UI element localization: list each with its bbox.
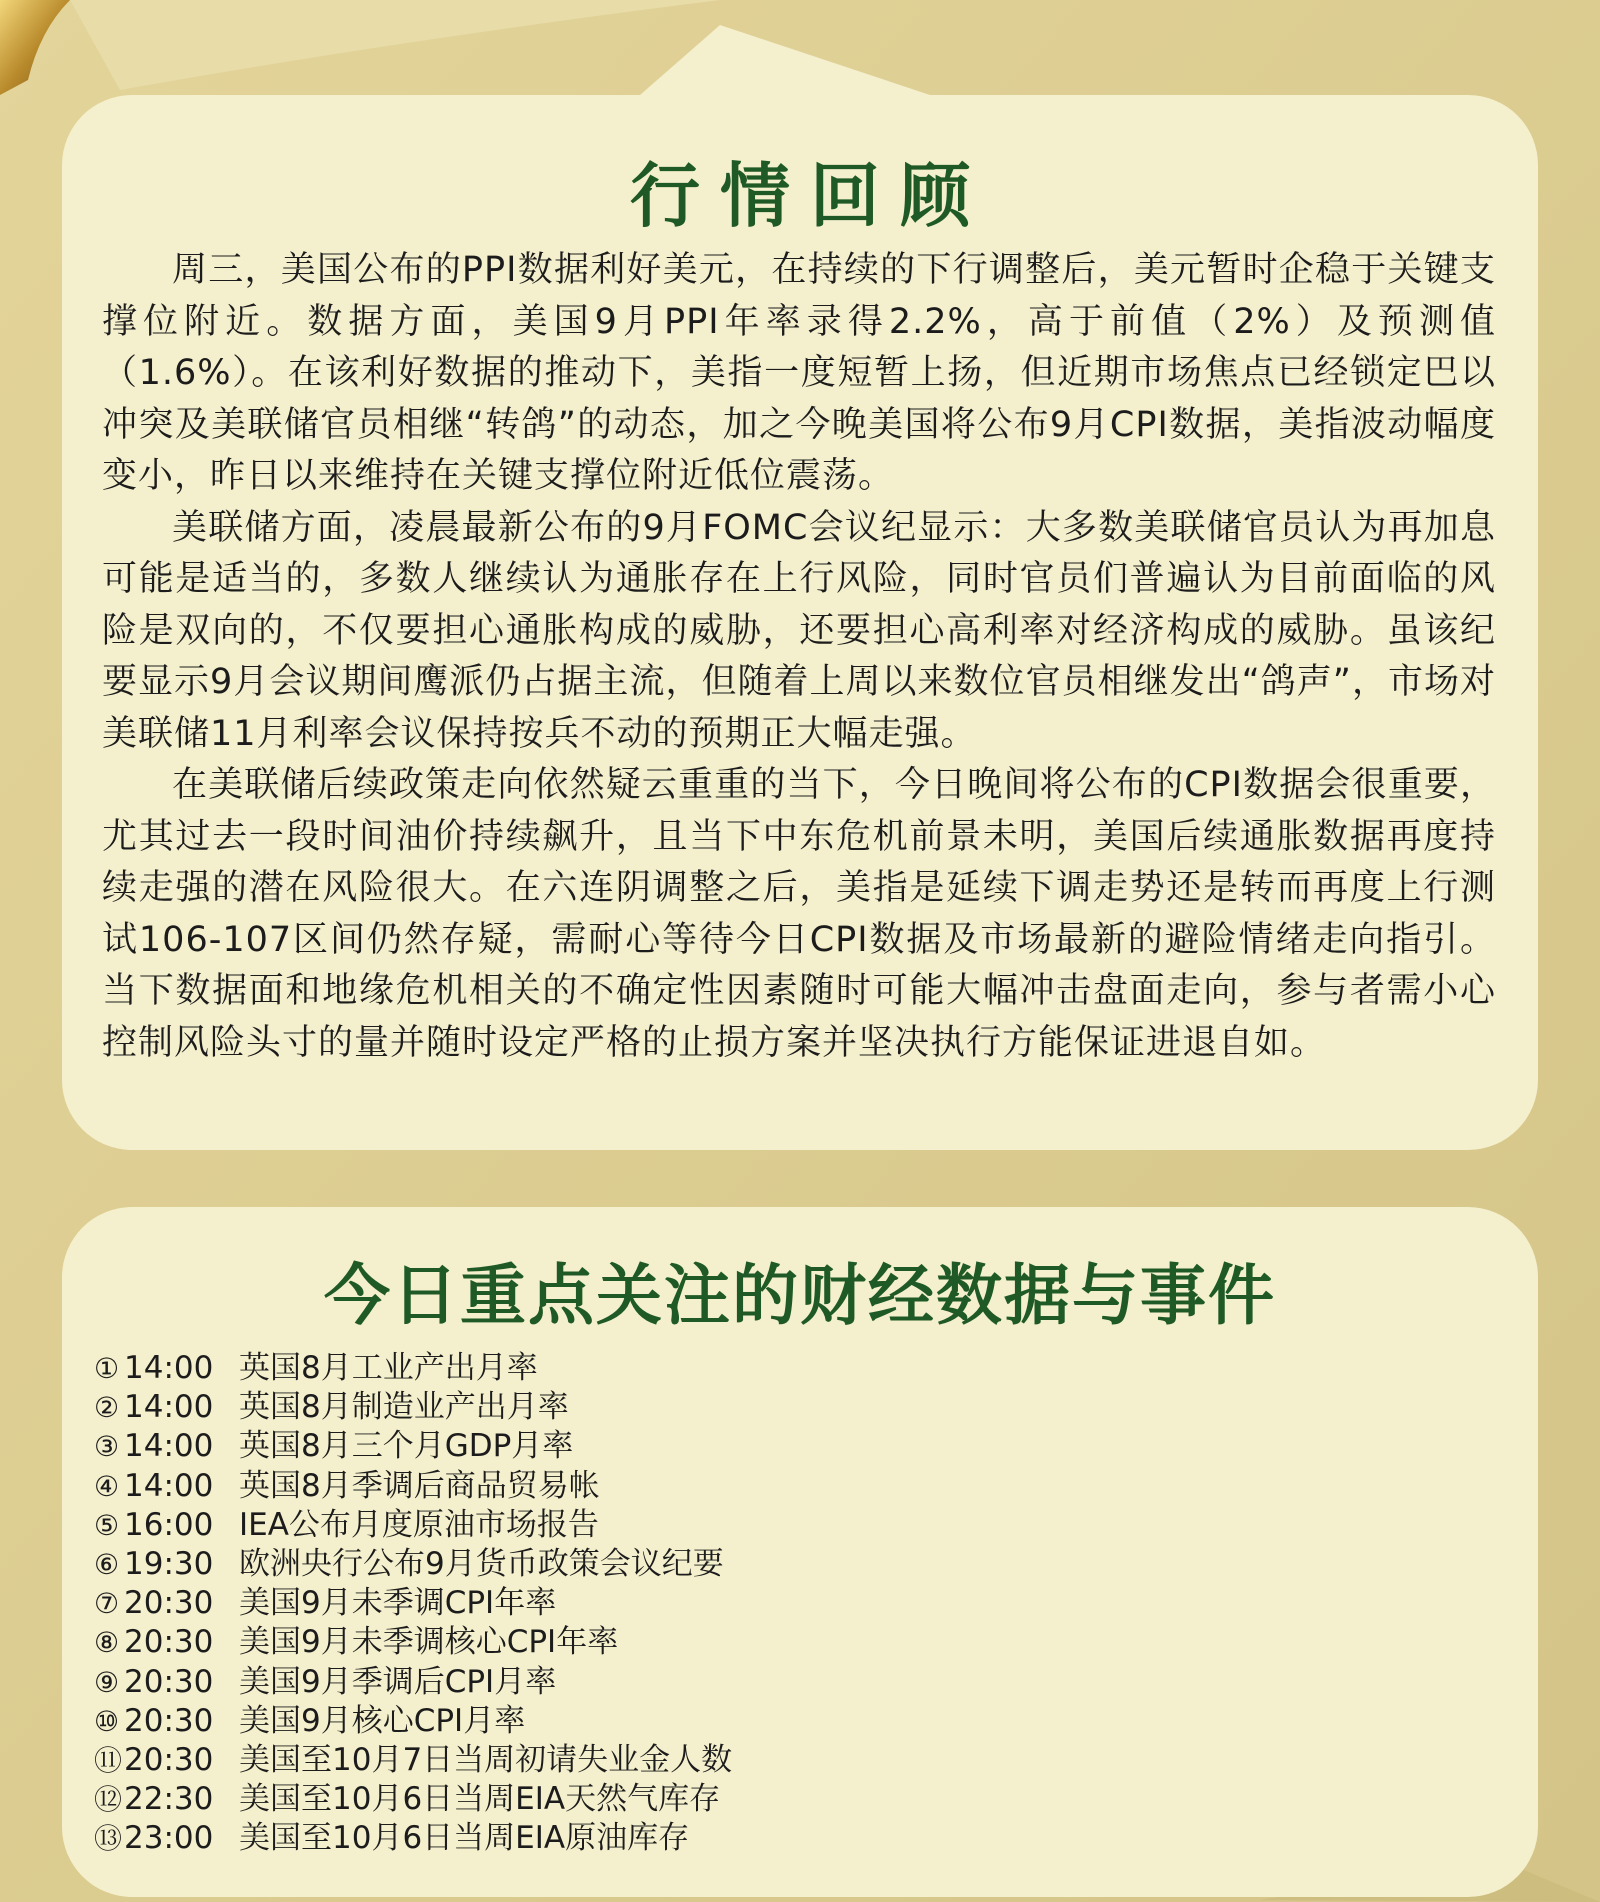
key-events-title: 今日重点关注的财经数据与事件 <box>324 1257 1276 1334</box>
event-time: 20:30 <box>124 1585 214 1622</box>
list-item <box>94 1427 732 1466</box>
review-paragraph: 在美联储后续政策走向依然疑云重重的当下，今日晚间将公布的CPI数据会很重要，尤其过去一段时间油价持续飙升，且当下中东危机前景未明，美国后续通胀数据再度持续走强的潜在风险很大。在六连阴调整之后，美指是延续下调走势还是转而再度上行测试106-107区间仍然存疑，需耐心等待今日CPI数据及市场最新的避险情绪走向指引。当下数据面和地缘危机相关的不确定性因素随时可能大幅冲击盘面走向，参与者需小心控制风险头寸的量并随时设定严格的止损方案并坚决执行方能保证进退自如。 <box>102 765 1496 1063</box>
event-time: 22:30 <box>124 1781 214 1818</box>
event-text: IEA公布月度原油市场报告 <box>239 1506 599 1543</box>
event-number: ⑧ <box>94 1626 120 1660</box>
list-item <box>94 1623 732 1662</box>
event-text: 美国9月核心CPI月率 <box>239 1702 526 1739</box>
event-time: 14:00 <box>124 1389 214 1426</box>
list-item <box>94 1467 732 1506</box>
event-text: 美国9月未季调核心CPI年率 <box>239 1624 619 1661</box>
event-number: ② <box>94 1391 120 1425</box>
event-time: 19:30 <box>124 1546 214 1583</box>
event-text: 英国8月三个月GDP月率 <box>239 1428 574 1465</box>
list-item <box>94 1506 732 1545</box>
event-number: ⑤ <box>94 1508 120 1542</box>
event-time: 23:00 <box>124 1820 214 1857</box>
event-number: ① <box>94 1352 120 1385</box>
event-list <box>94 1349 732 1859</box>
event-time: 14:00 <box>124 1428 214 1465</box>
event-number: ⑦ <box>94 1587 120 1621</box>
event-text: 美国至10月6日当周EIA原油库存 <box>239 1820 690 1857</box>
event-time: 14:00 <box>124 1467 214 1504</box>
market-review-body <box>102 245 1496 1069</box>
event-text: 英国8月季调后商品贸易帐 <box>239 1467 600 1504</box>
event-text: 英国8月工业产出月率 <box>239 1350 538 1386</box>
review-paragraph: 周三，美国公布的PPI数据利好美元，在持续的下行调整后，美元暂时企稳于关键支撑位附近。数据方面，美国9月PPI年率录得2.2%，高于前值（2%）及预测值（1.6%）。在该利好数据的推动下，美指一度短暂上扬，但近期市场焦点已经锁定巴以冲突及美联储官员相继“转鸽”的动态，加之今晚美国将公布9月CPI数据，美指波动幅度变小，昨日以来维持在关键支撑位附近低位震荡。 <box>102 250 1496 496</box>
market-review-card <box>62 95 1538 1150</box>
list-item <box>94 1741 732 1780</box>
event-number: ④ <box>94 1469 120 1503</box>
event-time: 20:30 <box>124 1702 214 1739</box>
event-time: 14:00 <box>124 1350 214 1386</box>
event-text: 美国至10月6日当周EIA天然气库存 <box>239 1781 721 1818</box>
event-number: ⑨ <box>94 1665 120 1699</box>
event-text: 英国8月制造业产出月率 <box>239 1389 569 1426</box>
list-item <box>94 1780 732 1819</box>
event-time: 16:00 <box>124 1506 214 1543</box>
list-item <box>94 1349 732 1388</box>
key-events-card <box>62 1207 1538 1897</box>
event-number: ⑬ <box>94 1822 123 1856</box>
list-item <box>94 1545 732 1584</box>
list-item <box>94 1388 732 1427</box>
event-number: ⑩ <box>94 1704 120 1738</box>
event-text: 欧洲央行公布9月货币政策会议纪要 <box>239 1546 724 1583</box>
event-number: ⑫ <box>94 1783 123 1817</box>
event-number: ⑪ <box>94 1744 123 1778</box>
event-text: 美国9月季调后CPI月率 <box>239 1663 557 1700</box>
list-item <box>94 1663 732 1702</box>
event-time: 20:30 <box>124 1624 214 1661</box>
event-text: 美国9月未季调CPI年率 <box>239 1585 557 1622</box>
list-item <box>94 1819 732 1858</box>
event-text: 美国至10月7日当周初请失业金人数 <box>239 1742 733 1779</box>
event-time: 20:30 <box>124 1742 214 1779</box>
review-paragraph: 美联储方面，凌晨最新公布的9月FOMC会议纪显示：大多数美联储官员认为再加息可能是适当的，多数人继续认为通胀存在上行风险，同时官员们普遍认为目前面临的风险是双向的，不仅要担心通胀构成的威胁，还要担心高利率对经济构成的威胁。虽该纪要显示9月会议期间鹰派仍占据主流，但随着上周以来数位官员相继发出“鸽声”，市场对美联储11月利率会议保持按兵不动的预期正大幅走强。 <box>102 507 1496 754</box>
event-number: ⑥ <box>94 1548 120 1582</box>
list-item <box>94 1584 732 1623</box>
list-item <box>94 1702 732 1741</box>
event-number: ③ <box>94 1430 120 1464</box>
market-review-title: 行情回顾 <box>630 155 990 237</box>
event-time: 20:30 <box>124 1663 214 1700</box>
